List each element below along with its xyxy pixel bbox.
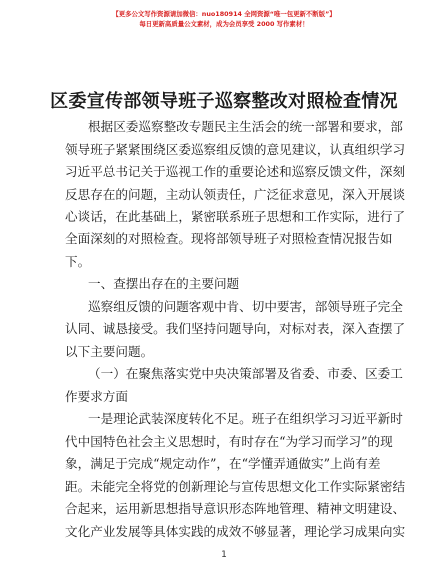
body-line: 文化产业发展等具体实践的成效不够显著，理论学习成果向实	[65, 524, 406, 539]
body-line: 巡察组反馈的问题客观中肯、切中要害，部领导班子完全	[88, 299, 403, 314]
document-title: 区委宣传部领导班子巡察整改对照检查情况	[50, 91, 398, 112]
body-line: 象，满足于完成“规定动作”，在“学懂弄通做实”上尚有差	[65, 456, 381, 471]
header-line-1: 【更多公文写作资源请加微信：nuo180914 全网资源“唯一包更新不断版”】	[112, 10, 336, 18]
body-line: 根据区委巡察整改专题民主生活会的统一部署和要求，部	[88, 119, 403, 134]
body-line: 合起来，运用新思想指导意识形态阵地管理、精神文明建设、	[65, 501, 406, 516]
body-line: 下。	[65, 254, 91, 269]
body-line: 一是理论武装深度转化不足。班子在组织学习习近平新时	[88, 411, 403, 426]
body-line: 代中国特色社会主义思想时，有时存在“为学习而学习”的现	[65, 434, 393, 449]
body-line: 全面深刻的对照检查。现将部领导班子对照检查情况报告如	[65, 231, 393, 246]
section-heading: 一、查摆出存在的主要问题	[88, 276, 240, 291]
page-number: 1	[221, 550, 227, 560]
header-line-2: 每日更新高质量公文素材，成为会员享受 2000 写作素材！	[139, 20, 309, 28]
body-line: 习近平总书记关于巡视工作的重要论述和巡察反馈文件，深刻	[65, 164, 406, 179]
header-banner	[0, 9, 448, 29]
body-line: 领导班子紧紧围绕区委巡察组反馈的意见建议，认真组织学习	[65, 142, 406, 157]
body-line: 认同、诚恳接受。我们坚持问题导向，对标对表，深入查摆了	[65, 321, 406, 336]
body-line: 反思存在的问题，主动认领责任，广泛征求意见，深入开展谈	[65, 187, 406, 202]
subsection-heading: （一）在聚焦落实党中央决策部署及省委、市委、区委工	[88, 366, 403, 381]
body-line: 心谈话，在此基础上，紧密联系班子思想和工作实际，进行了	[65, 209, 406, 224]
subsection-heading: 作要求方面	[65, 389, 128, 404]
body-line: 距。未能完全将党的创新理论与宣传思想文化工作实际紧密结	[65, 479, 406, 494]
body-line: 以下主要问题。	[65, 344, 154, 359]
